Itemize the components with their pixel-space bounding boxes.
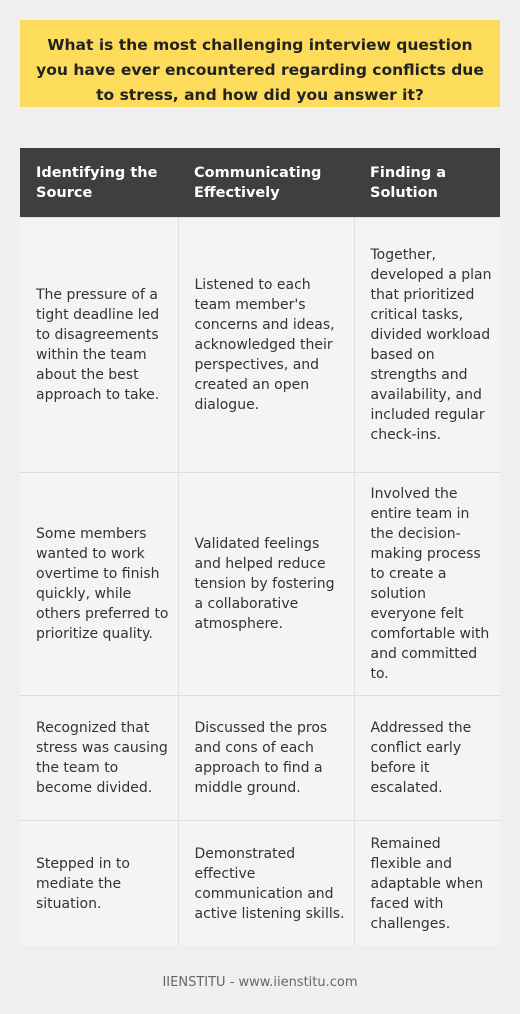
table-cell: Remained flexible and adaptable when faced with challenges.: [354, 821, 500, 947]
column-header-communicating-effectively: Communicating Effectively: [178, 148, 354, 218]
table-cell: Stepped in to mediate the situation.: [20, 821, 178, 947]
column-header-finding-solution: Finding a Solution: [354, 148, 500, 218]
comparison-table: [20, 148, 500, 946]
title-banner: [20, 20, 500, 107]
table-cell: Validated feelings and helped reduce tension by fostering a collaborative atmosphere.: [178, 473, 354, 696]
footer-credit: IIENSTITU - www.iienstitu.com: [162, 975, 358, 990]
table-cell: Demonstrated effective communication and active listening skills.: [178, 821, 354, 947]
table-row: [20, 696, 500, 821]
table-cell: Listened to each team member's concerns and ideas, acknowledged their perspectives, and created an open dialogue.: [178, 218, 354, 473]
page-title: What is the most challenging interview question you have ever encountered regarding conflicts due to stress, and how did you answer it?: [36, 36, 484, 104]
table-cell: Together, developed a plan that prioritized critical tasks, divided workload based on strengths and availability, and included regular check-ins.: [354, 218, 500, 473]
table-cell: Recognized that stress was causing the team to become divided.: [20, 696, 178, 821]
table-cell: The pressure of a tight deadline led to disagreements within the team about the best approach to take.: [20, 218, 178, 473]
table-cell: Involved the entire team in the decision-making process to create a solution everyone felt comfortable with and committed to.: [354, 473, 500, 696]
column-header-identifying-source: Identifying the Source: [20, 148, 178, 218]
table-row: [20, 473, 500, 696]
table-row: [20, 821, 500, 947]
table-row: [20, 218, 500, 473]
table-header-row: [20, 148, 500, 218]
table-cell: Some members wanted to work overtime to finish quickly, while others preferred to prioritize quality.: [20, 473, 178, 696]
table-cell: Addressed the conflict early before it escalated.: [354, 696, 500, 821]
table-cell: Discussed the pros and cons of each approach to find a middle ground.: [178, 696, 354, 821]
